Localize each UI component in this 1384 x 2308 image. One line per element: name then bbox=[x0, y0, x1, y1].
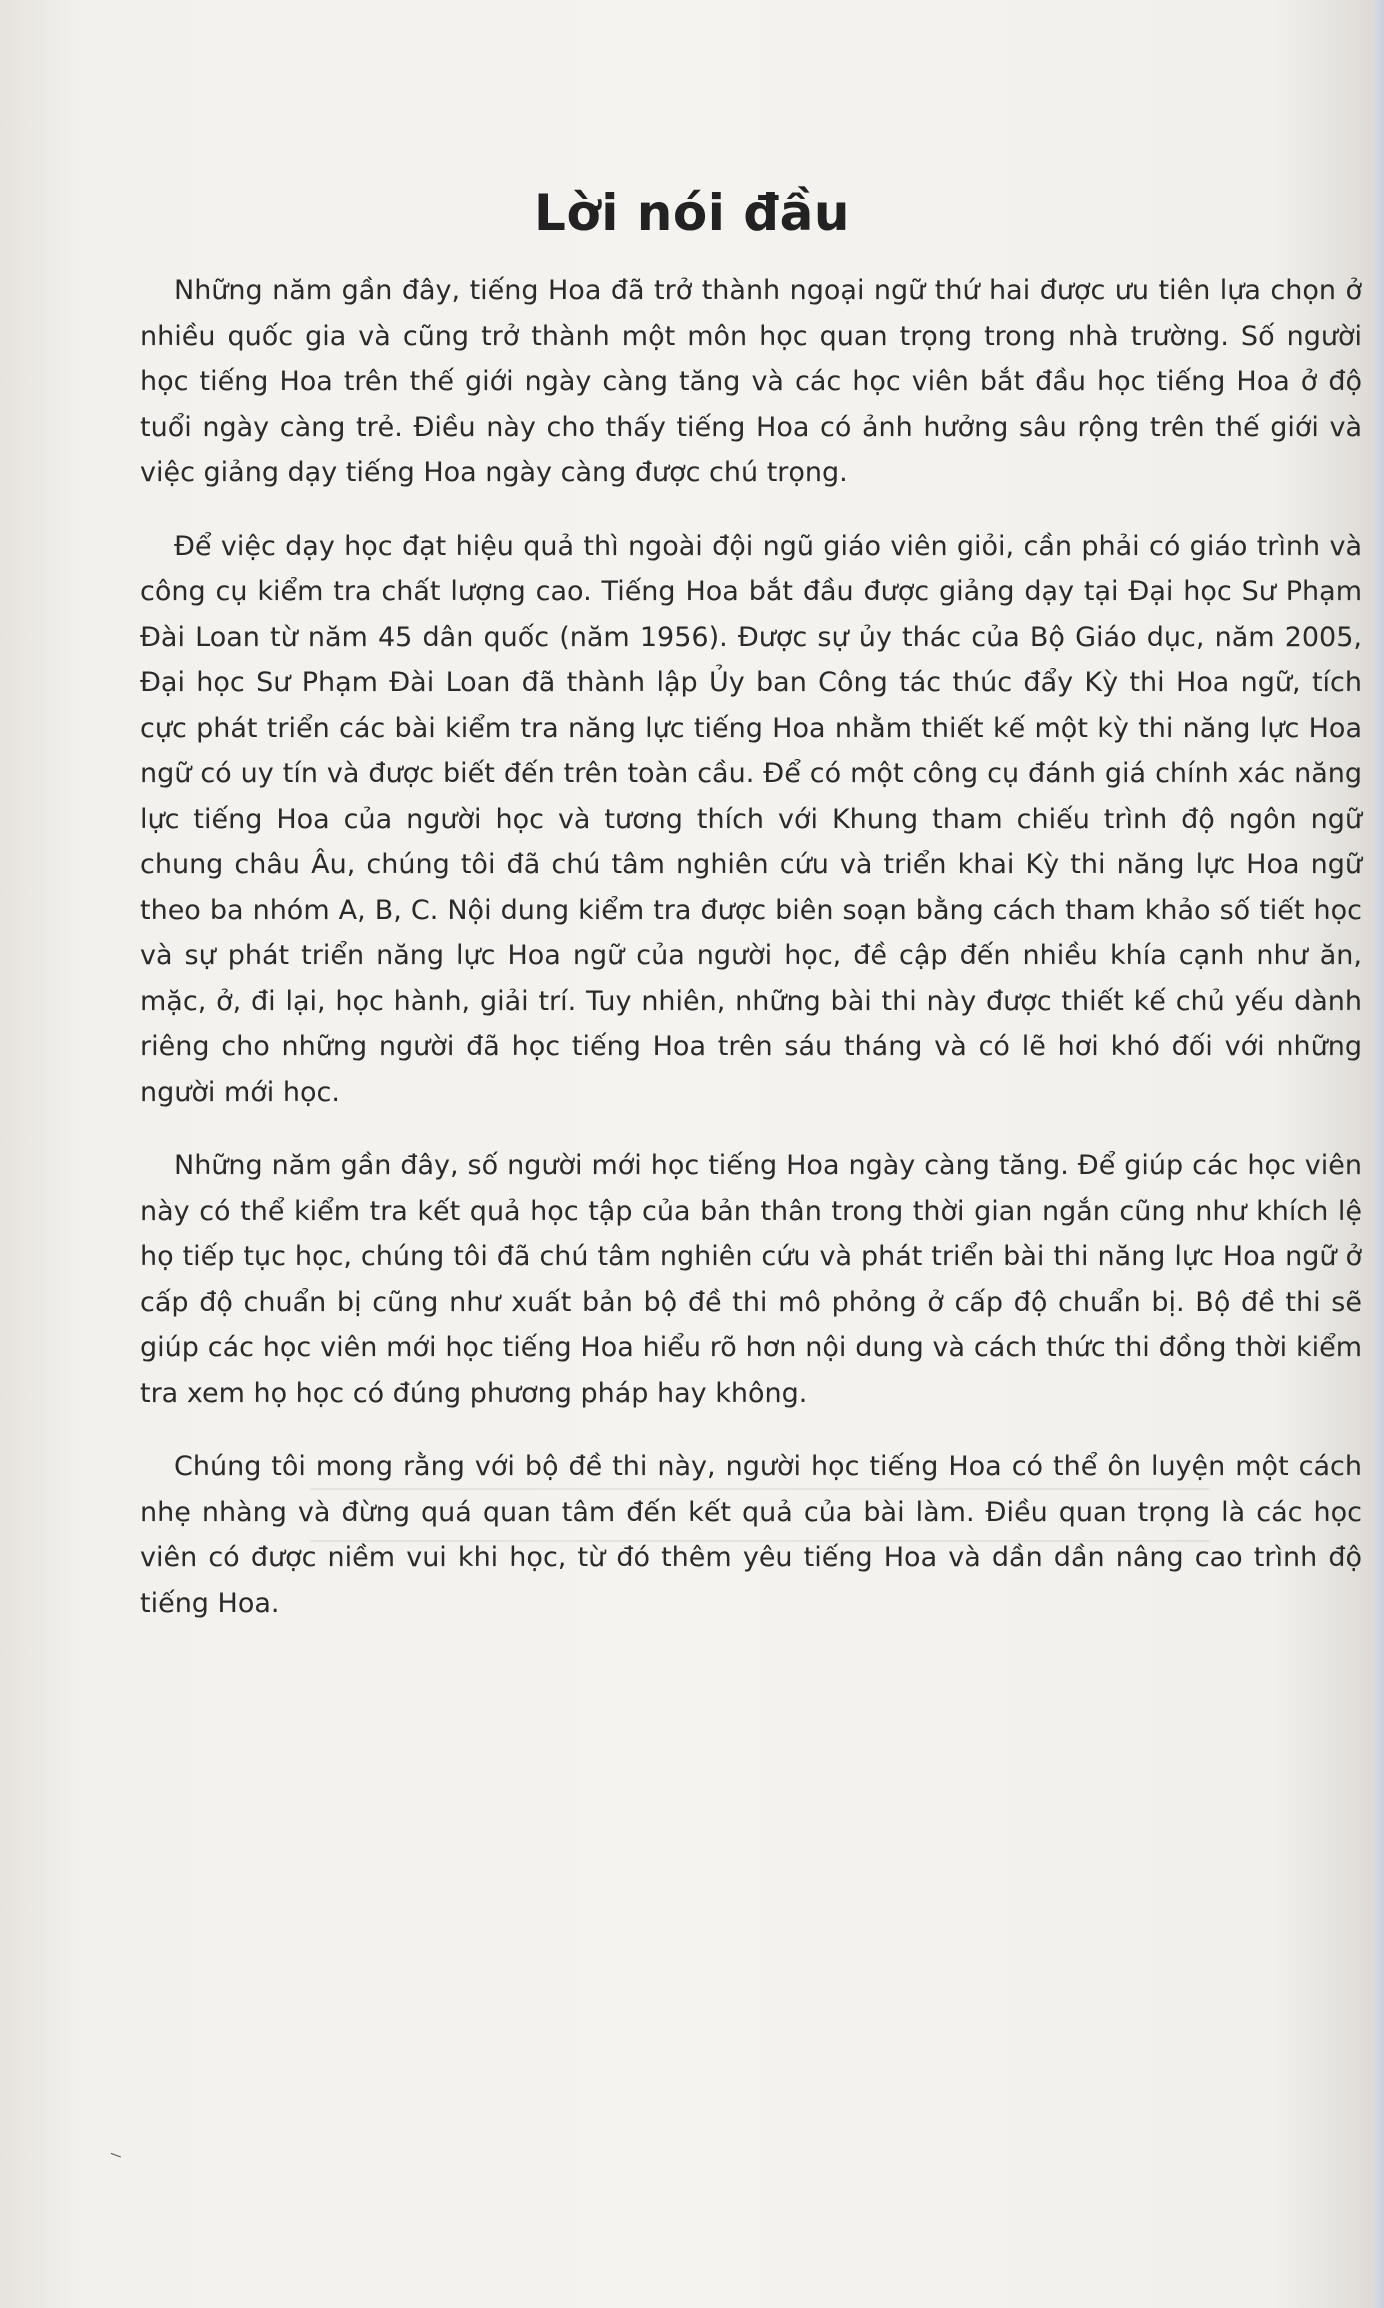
paragraph-1: Những năm gần đây, tiếng Hoa đã trở thành ngoại ngữ thứ hai được ưu tiên lựa chọn ở nhiều quốc gia và cũng trở thành một môn học quan trọng trong nhà trường. Số người học tiếng Hoa trên thế giới ngày càng tăng và các học viên bắt đầu học tiếng Hoa ở độ tuổi ngày càng trẻ. Điều này cho thấy tiếng Hoa có ảnh hưởng sâu rộng trên thế giới và việc giảng dạy tiếng Hoa ngày càng được chú trọng. bbox=[140, 275, 1362, 488]
page-edge bbox=[1374, 0, 1384, 2308]
foreword-body bbox=[140, 268, 1362, 1654]
page-title: Lời nói đầu bbox=[534, 183, 850, 242]
paragraph-2: Để việc dạy học đạt hiệu quả thì ngoài đội ngũ giáo viên giỏi, cần phải có giáo trình và công cụ kiểm tra chất lượng cao. Tiếng Hoa bắt đầu được giảng dạy tại Đại học Sư Phạm Đài Loan từ năm 45 dân quốc (năm 1956). Được sự ủy thác của Bộ Giáo dục, năm 2005, Đại học Sư Phạm Đài Loan đã thành lập Ủy ban Công tác thúc đẩy Kỳ thi Hoa ngữ, tích cực phát triển các bài kiểm tra năng lực tiếng Hoa nhằm thiết kế một kỳ thi năng lực Hoa ngữ có uy tín và được biết đến trên toàn cầu. Để có một công cụ đánh giá chính xác năng lực tiếng Hoa của người học và tương thích với Khung tham chiếu trình độ ngôn ngữ chung châu Âu, chúng tôi đã chú tâm nghiên cứu và triển khai Kỳ thi năng lực Hoa ngữ theo ba nhóm A, B, C. Nội dung kiểm tra được biên soạn bằng cách tham khảo số tiết học và sự phát triển năng lực Hoa ngữ của người học, đề cập đến nhiều khía cạnh như ăn, mặc, ở, đi lại, học hành, giải trí. Tuy nhiên, những bài thi này được thiết kế chủ yếu dành riêng cho những người đã học tiếng Hoa trên sáu tháng và có lẽ hơi khó đối với những người mới học. bbox=[140, 530, 1362, 1108]
paragraph-4: Chúng tôi mong rằng với bộ đề thi này, người học tiếng Hoa có thể ôn luyện một cách nhẹ nhàng và đừng quá quan tâm đến kết quả của bài làm. Điều quan trọng là các học viên có được niềm vui khi học, từ đó thêm yêu tiếng Hoa và dần dần nâng cao trình độ tiếng Hoa. bbox=[140, 1451, 1362, 1619]
pen-mark-icon: ⸜ bbox=[103, 2136, 124, 2165]
paragraph-3: Những năm gần đây, số người mới học tiếng Hoa ngày càng tăng. Để giúp các học viên này có thể kiểm tra kết quả học tập của bản thân trong thời gian ngắn cũng như khích lệ họ tiếp tục học, chúng tôi đã chú tâm nghiên cứu và phát triển bài thi năng lực Hoa ngữ ở cấp độ chuẩn bị cũng như xuất bản bộ đề thi mô phỏng ở cấp độ chuẩn bị. Bộ đề thi sẽ giúp các học viên mới học tiếng Hoa hiểu rõ hơn nội dung và cách thức thi đồng thời kiểm tra xem họ học có đúng phương pháp hay không. bbox=[140, 1150, 1362, 1409]
